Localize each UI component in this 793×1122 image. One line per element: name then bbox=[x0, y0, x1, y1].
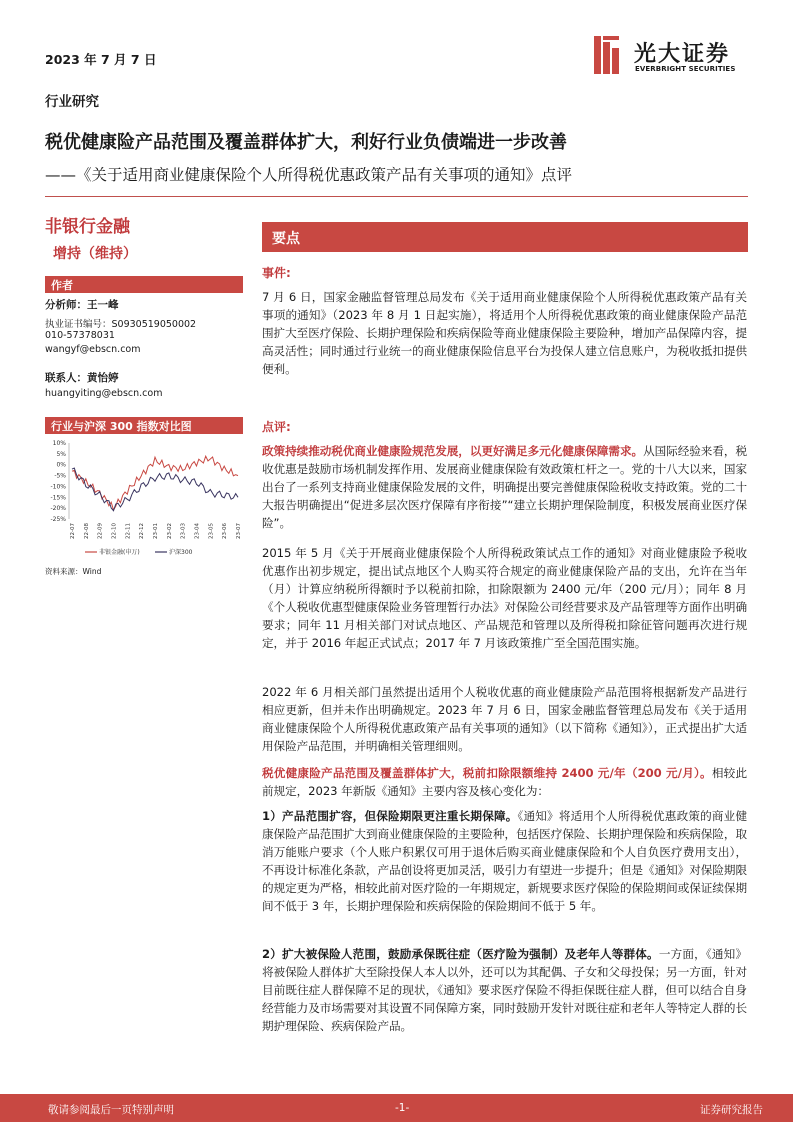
comment-paragraph-6 bbox=[262, 945, 747, 1035]
x-tick-label: 23-03 bbox=[180, 523, 187, 539]
legend-label: 非银金融(申万) bbox=[99, 549, 140, 556]
comment-paragraph-2: 2015 年 5 月《关于开展商业健康保险个人所得税政策试点工作的通知》对商业健康险予税收优惠作出初步规定，提出试点地区个人购买符合规定的商业健康保险产品的支出，允许在当年（月）计算应纳税所得额时予以税前扣除，扣除限额为 2400 元/年（200 元/月）；同年 8 月《个人税收优惠型健康保险业务管理暂行办法》对保险公司经营要求及产品管理等方面作出明确要求；同年 11 月相关部门对试点地区、产品规范和管理以及所得税扣除征管问题再次进行规定，并于 2016 年起正式试点；2017 年 7 月该政策推广至全国范围实施。 bbox=[262, 546, 747, 650]
report-title: 税优健康险产品范围及覆盖群体扩大，利好行业负债端进一步改善 bbox=[45, 132, 567, 153]
y-tick-label: -25% bbox=[50, 516, 66, 523]
point-2-title: 2）扩大被保险人范围，鼓励承保既往症（医疗险为强制）及老年人等群体。 bbox=[262, 947, 659, 961]
report-subtitle: ——《关于适用商业健康保险个人所得税优惠政策产品有关事项的通知》点评 bbox=[45, 166, 573, 184]
series-line-nonbank bbox=[72, 456, 238, 510]
series-line-hs300 bbox=[72, 468, 238, 511]
author-header: 作者 bbox=[45, 276, 243, 293]
contact-name: 联系人：黄怡婷 bbox=[45, 372, 119, 384]
x-tick-label: 23-07 bbox=[236, 523, 242, 539]
contact-email: huangyiting@ebscn.com bbox=[45, 388, 163, 399]
comment-highlight-1: 政策持续推动税优商业健康险规范发展，以更好满足多元化健康保障需求。 bbox=[262, 444, 644, 458]
x-tick-label: 23-04 bbox=[194, 523, 201, 539]
x-tick-label: 23-01 bbox=[153, 523, 159, 539]
key-points-header: 要点 bbox=[262, 222, 748, 252]
x-tick-label: 23-06 bbox=[222, 523, 229, 539]
chart-header: 行业与沪深 300 指数对比图 bbox=[45, 417, 243, 434]
event-paragraph: 7 月 6 日，国家金融监督管理总局发布《关于适用商业健康保险个人所得税优惠政策产品有关事项的通知》（2023 年 8 月 1 日起实施），将适用个人所得税优惠政策的商业健康保险产品范围扩大至医疗保险、长期护理保险和疾病保险等商业健康保险主要险种，增加产品保障内容，提高灵活性；同时通过行业统一的商业健康保险信息平台为投保人建立信息账户，为税收抵扣提供便利。 bbox=[262, 290, 747, 376]
y-tick-label: -10% bbox=[50, 483, 66, 491]
comment-text-1: 从国际经验来看，税收优惠是鼓励市场机制发挥作用、发展商业健康保险有效政策杠杆之一。党的十八大以来，国家出台了一系列支持商业健康保险发展的文件，明确提出要完善健康保险税收支持政策。党的二十大报告明确提出“促进多层次医疗保障有序衔接”“建立长期护理保险制度，积极发展商业医疗保险”。 bbox=[262, 444, 747, 530]
comment-text-4: 相较此前规定，2023 年新版《通知》主要内容及核心变化为： bbox=[262, 766, 747, 798]
report-date: 2023 年 7 月 7 日 bbox=[45, 52, 157, 67]
comment-paragraph-5 bbox=[262, 807, 747, 915]
comment-paragraph-1 bbox=[262, 442, 747, 532]
index-comparison-chart bbox=[45, 438, 245, 563]
x-tick-label: 23-05 bbox=[208, 523, 215, 539]
comment-highlight-4: 税优健康险产品范围及覆盖群体扩大，税前扣除限额维持 2400 元/年（200 元/月）。 bbox=[262, 766, 712, 780]
event-label: 事件: bbox=[262, 266, 291, 280]
disclaimer-link[interactable]: 敬请参阅最后一页特别声明 bbox=[48, 1104, 174, 1116]
comment-label: 点评: bbox=[262, 420, 291, 434]
point-1-title: 1）产品范围扩容，但保险期限更注重长期保障。 bbox=[262, 809, 518, 823]
sector-name: 非银行金融 bbox=[45, 217, 130, 237]
y-tick-label: 10% bbox=[52, 440, 66, 447]
analyst-name: 分析师：王一峰 bbox=[45, 299, 119, 311]
report-category: 行业研究 bbox=[45, 94, 99, 110]
y-tick-label: 5% bbox=[56, 450, 66, 458]
license-number: 执业证书编号：S0930519050002 bbox=[45, 319, 197, 330]
y-tick-label: -5% bbox=[54, 472, 66, 480]
x-tick-label: 22-11 bbox=[125, 523, 132, 539]
comment-paragraph-4 bbox=[262, 764, 747, 800]
footer-report-type: 证券研究报告 bbox=[700, 1104, 763, 1116]
x-tick-label: 22-08 bbox=[83, 523, 90, 539]
brand-logo bbox=[594, 36, 754, 76]
rating: 增持（维持） bbox=[53, 246, 137, 262]
point-2-text: 一方面，《通知》将被保险人群体扩大至除投保人本人以外，还可以为其配偶、子女和父母投保；另一方面，针对目前既往症人群保障不足的现状，《通知》要求医疗保险不得拒保既往症人群，但可以结合自身经营能力及市场需要对其设置不同保障方案，同时鼓励开发针对既往症和老年人等特定人群的长期护理保险、疾病保险产品。 bbox=[262, 947, 747, 1033]
everbright-logo-icon bbox=[594, 36, 624, 74]
y-tick-label: -20% bbox=[50, 505, 66, 513]
brand-name-cn: 光大证券 bbox=[634, 42, 731, 67]
x-tick-label: 23-02 bbox=[166, 523, 173, 539]
y-tick-label: -15% bbox=[50, 494, 66, 502]
x-tick-label: 22-09 bbox=[97, 523, 104, 539]
x-tick-label: 22-07 bbox=[70, 523, 76, 539]
x-tick-label: 22-10 bbox=[111, 523, 118, 539]
point-1-text: 《通知》将适用个人所得税优惠政策的商业健康保险产品范围扩大到商业健康保险的主要险种，包括医疗保险、长期护理保险和疾病保险，取消万能账户要求（个人账户积累仅可用于退休后购买商业健康保险和个人自负医疗费用支出），不再设计标准化条款，产品创设将更加灵活，吸引力有望进一步提升；但是《通知》对保险期限的规定更为严格，相较此前对医疗险的一年期规定，新规要求医疗保险的保险期间或保证续保期间不低于 3 年，长期护理保险和疾病保险的保险期间不低于 5 年。 bbox=[262, 809, 747, 913]
header-divider bbox=[45, 196, 748, 197]
brand-name-en: EVERBRIGHT SECURITIES bbox=[635, 65, 736, 73]
comment-paragraph-3: 2022 年 6 月相关部门虽然提出适用个人税收优惠的商业健康险产品范围将根据新发产品进行相应更新，但并未作出明确规定。2023 年 7 月 6 日，国家金融监督管理总局发布《关于适用商业健康保险个人所得税优惠政策产品有关事项的通知》（以下简称《通知》），正式提出扩大适用保险产品范围，并明确相关管理细则。 bbox=[262, 685, 747, 753]
legend-label: 沪深300 bbox=[169, 549, 193, 556]
page-number: -1- bbox=[395, 1102, 410, 1114]
x-tick-label: 22-12 bbox=[139, 523, 146, 539]
chart-source: 资料来源：Wind bbox=[45, 567, 102, 576]
analyst-phone: 010-57378031 bbox=[45, 330, 115, 341]
y-tick-label: 0% bbox=[56, 461, 66, 469]
page-footer bbox=[0, 1094, 793, 1122]
analyst-email: wangyf@ebscn.com bbox=[45, 344, 141, 355]
